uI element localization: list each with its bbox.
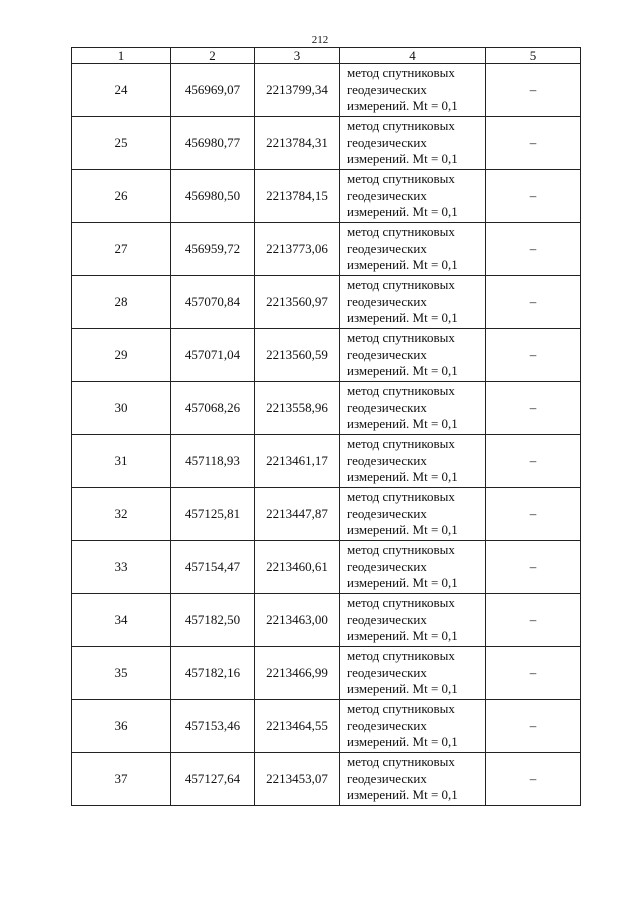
y-coordinate-cell: 2213461,17	[255, 435, 340, 488]
x-coordinate-cell: 457153,46	[171, 700, 255, 753]
y-coordinate-cell: 2213784,31	[255, 117, 340, 170]
method-line: геодезических	[347, 187, 427, 203]
method-line: метод спутниковых	[347, 277, 455, 293]
table-row	[72, 276, 581, 329]
method-cell	[340, 329, 486, 382]
y-coordinate-cell: 2213560,97	[255, 276, 340, 329]
note-cell: –	[486, 647, 581, 700]
method-line: метод спутниковых	[347, 489, 455, 505]
method-line: измерений. Mt = 0,1	[347, 416, 458, 432]
x-coordinate-cell: 457118,93	[171, 435, 255, 488]
column-header-3: 3	[255, 48, 340, 64]
table-row	[72, 223, 581, 276]
table-row	[72, 117, 581, 170]
point-number-cell: 37	[72, 753, 171, 806]
method-line: метод спутниковых	[347, 383, 455, 399]
table-row	[72, 647, 581, 700]
column-header-5: 5	[486, 48, 581, 64]
method-line: измерений. Mt = 0,1	[347, 681, 458, 697]
x-coordinate-cell: 457068,26	[171, 382, 255, 435]
page-number: 212	[311, 34, 329, 46]
method-line: метод спутниковых	[347, 648, 455, 664]
method-cell	[340, 541, 486, 594]
note-cell: –	[486, 382, 581, 435]
method-line: геодезических	[347, 134, 427, 150]
method-line: геодезических	[347, 558, 427, 574]
table-row	[72, 753, 581, 806]
method-cell	[340, 700, 486, 753]
method-line: метод спутниковых	[347, 224, 455, 240]
table-row	[72, 435, 581, 488]
point-number-cell: 30	[72, 382, 171, 435]
method-line: измерений. Mt = 0,1	[347, 151, 458, 167]
table-row	[72, 541, 581, 594]
note-cell: –	[486, 700, 581, 753]
x-coordinate-cell: 457182,16	[171, 647, 255, 700]
method-line: геодезических	[347, 611, 427, 627]
method-line: геодезических	[347, 293, 427, 309]
column-header-2: 2	[171, 48, 255, 64]
method-cell	[340, 276, 486, 329]
y-coordinate-cell: 2213560,59	[255, 329, 340, 382]
y-coordinate-cell: 2213466,99	[255, 647, 340, 700]
x-coordinate-cell: 456969,07	[171, 64, 255, 117]
method-line: измерений. Mt = 0,1	[347, 363, 458, 379]
method-line: метод спутниковых	[347, 542, 455, 558]
note-cell: –	[486, 541, 581, 594]
y-coordinate-cell: 2213464,55	[255, 700, 340, 753]
point-number-cell: 32	[72, 488, 171, 541]
table-row	[72, 170, 581, 223]
method-line: геодезических	[347, 770, 427, 786]
method-line: измерений. Mt = 0,1	[347, 734, 458, 750]
method-line: измерений. Mt = 0,1	[347, 522, 458, 538]
table-row	[72, 382, 581, 435]
y-coordinate-cell: 2213453,07	[255, 753, 340, 806]
point-number-cell: 25	[72, 117, 171, 170]
y-coordinate-cell: 2213460,61	[255, 541, 340, 594]
point-number-cell: 28	[72, 276, 171, 329]
method-line: метод спутниковых	[347, 754, 455, 770]
method-line: метод спутниковых	[347, 171, 455, 187]
method-cell	[340, 594, 486, 647]
table-row	[72, 594, 581, 647]
x-coordinate-cell: 457182,50	[171, 594, 255, 647]
point-number-cell: 36	[72, 700, 171, 753]
note-cell: –	[486, 117, 581, 170]
method-line: измерений. Mt = 0,1	[347, 310, 458, 326]
point-number-cell: 33	[72, 541, 171, 594]
note-cell: –	[486, 276, 581, 329]
point-number-cell: 24	[72, 64, 171, 117]
x-coordinate-cell: 457071,04	[171, 329, 255, 382]
method-line: геодезических	[347, 505, 427, 521]
x-coordinate-cell: 457070,84	[171, 276, 255, 329]
method-line: измерений. Mt = 0,1	[347, 204, 458, 220]
method-line: измерений. Mt = 0,1	[347, 98, 458, 114]
table-body	[72, 48, 581, 806]
x-coordinate-cell: 457154,47	[171, 541, 255, 594]
method-line: метод спутниковых	[347, 330, 455, 346]
y-coordinate-cell: 2213463,00	[255, 594, 340, 647]
y-coordinate-cell: 2213447,87	[255, 488, 340, 541]
point-number-cell: 26	[72, 170, 171, 223]
table-header-row	[72, 48, 581, 64]
note-cell: –	[486, 435, 581, 488]
method-line: метод спутниковых	[347, 65, 455, 81]
note-cell: –	[486, 64, 581, 117]
method-line: геодезических	[347, 452, 427, 468]
method-line: геодезических	[347, 399, 427, 415]
table-row	[72, 64, 581, 117]
method-cell	[340, 647, 486, 700]
column-header-4: 4	[340, 48, 486, 64]
point-number-cell: 27	[72, 223, 171, 276]
table-row	[72, 329, 581, 382]
y-coordinate-cell: 2213558,96	[255, 382, 340, 435]
point-number-cell: 34	[72, 594, 171, 647]
y-coordinate-cell: 2213784,15	[255, 170, 340, 223]
note-cell: –	[486, 753, 581, 806]
method-line: метод спутниковых	[347, 701, 455, 717]
method-line: геодезических	[347, 240, 427, 256]
note-cell: –	[486, 329, 581, 382]
method-cell	[340, 170, 486, 223]
point-number-cell: 29	[72, 329, 171, 382]
method-line: метод спутниковых	[347, 118, 455, 134]
method-cell	[340, 64, 486, 117]
method-line: измерений. Mt = 0,1	[347, 257, 458, 273]
method-line: геодезических	[347, 346, 427, 362]
method-line: измерений. Mt = 0,1	[347, 575, 458, 591]
method-cell	[340, 223, 486, 276]
y-coordinate-cell: 2213773,06	[255, 223, 340, 276]
method-cell	[340, 117, 486, 170]
method-line: измерений. Mt = 0,1	[347, 469, 458, 485]
method-line: геодезических	[347, 717, 427, 733]
method-cell	[340, 488, 486, 541]
x-coordinate-cell: 456980,77	[171, 117, 255, 170]
point-number-cell: 31	[72, 435, 171, 488]
method-line: метод спутниковых	[347, 595, 455, 611]
x-coordinate-cell: 456980,50	[171, 170, 255, 223]
note-cell: –	[486, 594, 581, 647]
table-row	[72, 700, 581, 753]
x-coordinate-cell: 457127,64	[171, 753, 255, 806]
x-coordinate-cell: 456959,72	[171, 223, 255, 276]
method-line: измерений. Mt = 0,1	[347, 787, 458, 803]
method-line: измерений. Mt = 0,1	[347, 628, 458, 644]
note-cell: –	[486, 223, 581, 276]
x-coordinate-cell: 457125,81	[171, 488, 255, 541]
table-row	[72, 488, 581, 541]
method-cell	[340, 435, 486, 488]
method-cell	[340, 753, 486, 806]
method-line: геодезических	[347, 81, 427, 97]
method-line: геодезических	[347, 664, 427, 680]
column-header-1: 1	[72, 48, 171, 64]
coordinates-table	[71, 47, 581, 806]
y-coordinate-cell: 2213799,34	[255, 64, 340, 117]
point-number-cell: 35	[72, 647, 171, 700]
method-cell	[340, 382, 486, 435]
note-cell: –	[486, 170, 581, 223]
note-cell: –	[486, 488, 581, 541]
method-line: метод спутниковых	[347, 436, 455, 452]
